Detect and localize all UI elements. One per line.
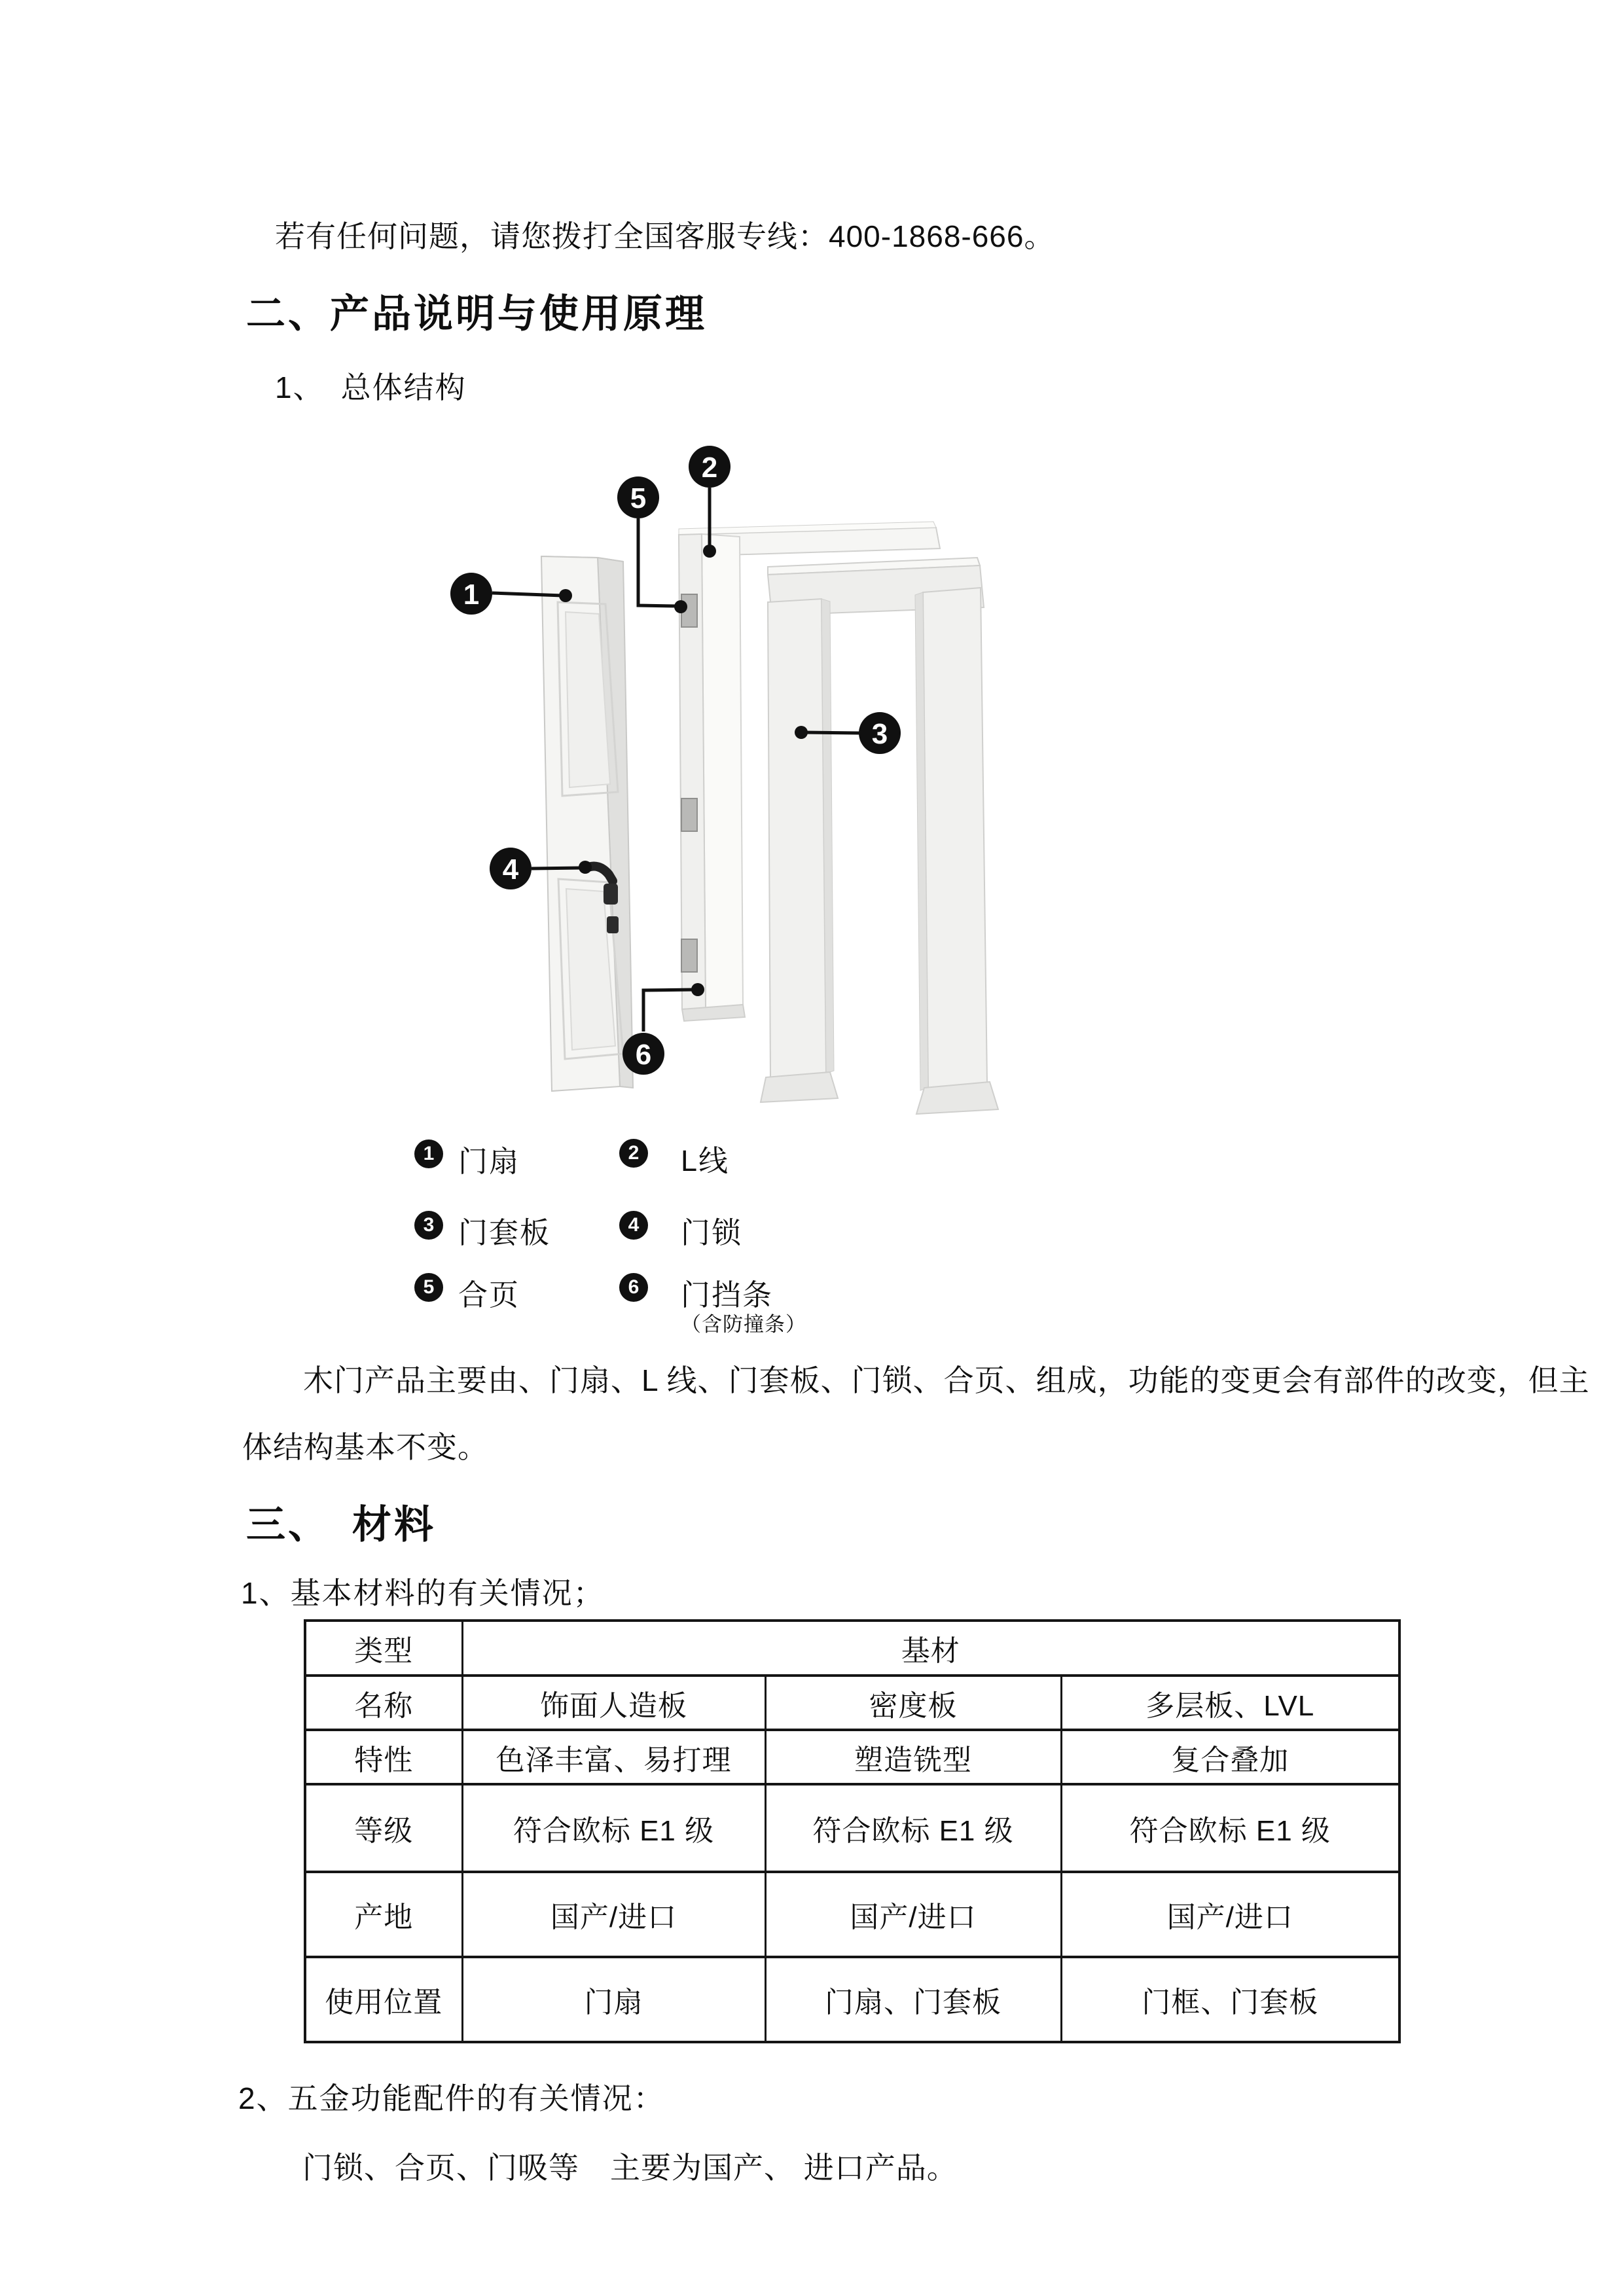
door-structure-diagram: [393, 406, 1309, 1158]
section3-heading: 三、 材料: [246, 1503, 436, 1547]
table-cell: 符合欧标 E1 级: [462, 1784, 765, 1872]
hotline-text: 若有任何问题，请您拨打全国客服专线：400-1868-666。: [275, 219, 1055, 253]
legend-badge-4: 4: [619, 1211, 648, 1240]
section2-item-structure: 1、 总体结构: [275, 370, 467, 404]
materials-table: [304, 1619, 1401, 2043]
table-cell-base-material: 基材: [462, 1621, 1399, 1676]
table-cell: 门扇、门套板: [765, 1957, 1061, 2042]
table-cell-type-label: 类型: [305, 1621, 462, 1676]
structure-paragraph-line2: 体结构基本不变。: [242, 1430, 488, 1464]
legend-label-hinge: 合页: [458, 1278, 520, 1312]
legend-badge-1: 1: [414, 1139, 443, 1168]
table-cell: 饰面人造板: [462, 1676, 765, 1730]
callout-number-1: 1: [463, 579, 480, 611]
callout-number-2: 2: [701, 452, 718, 484]
hinge-bottom: [681, 939, 697, 972]
table-row-name: [305, 1676, 1399, 1730]
legend-label-door-stop: 门挡条: [681, 1278, 774, 1312]
table-cell: 符合欧标 E1 级: [765, 1784, 1061, 1872]
callout-dot-3: [795, 726, 808, 739]
table-cell: 色泽丰富、易打理: [462, 1730, 765, 1784]
table-cell: 多层板、LVL: [1061, 1676, 1399, 1730]
table-cell: 国产/进口: [1061, 1872, 1399, 1957]
legend-label-door-lock: 门锁: [681, 1216, 743, 1249]
section3-item-basic-materials: 1、基本材料的有关情况；: [241, 1576, 605, 1610]
callout-number-5: 5: [630, 482, 647, 514]
legend-label-jamb-panel: 门套板: [458, 1216, 551, 1249]
legend-label-l-line: L线: [681, 1144, 730, 1177]
table-row-origin: [305, 1872, 1399, 1957]
table-row-type: [305, 1621, 1399, 1676]
legend-badge-3: 3: [414, 1211, 443, 1240]
legend-badge-6: 6: [619, 1273, 648, 1302]
callout-dot-5: [674, 600, 687, 613]
table-cell: 等级: [305, 1784, 462, 1872]
table-cell: 国产/进口: [462, 1872, 765, 1957]
callout-dot-1: [559, 589, 572, 602]
table-cell: 国产/进口: [765, 1872, 1061, 1957]
table-row-usage-position: [305, 1957, 1399, 2042]
callout-number-3: 3: [871, 718, 888, 750]
table-cell: 产地: [305, 1872, 462, 1957]
table-cell: 使用位置: [305, 1957, 462, 2042]
legend-note-bumper-strip: （含防撞条）: [681, 1313, 806, 1336]
table-cell: 密度板: [765, 1676, 1061, 1730]
callout-number-6: 6: [635, 1039, 652, 1071]
legend-badge-5: 5: [414, 1273, 443, 1302]
door-frame-illustration: [761, 558, 998, 1114]
table-cell: 塑造铣型: [765, 1730, 1061, 1784]
legend-badge-2: 2: [619, 1139, 648, 1168]
section3-item-hardware: 2、五金功能配件的有关情况：: [238, 2081, 665, 2115]
callout-dot-2: [703, 545, 716, 558]
table-cell: 名称: [305, 1676, 462, 1730]
callout-dot-4: [579, 861, 592, 874]
table-cell: 门扇: [462, 1957, 765, 2042]
callout-number-4: 4: [502, 853, 519, 886]
structure-paragraph-line1: 木门产品主要由、门扇、L 线、门套板、门锁、合页、组成，功能的变更会有部件的改变，但主: [303, 1363, 1590, 1397]
table-cell: 特性: [305, 1730, 462, 1784]
callout-dot-6: [691, 983, 704, 996]
table-cell: 门框、门套板: [1061, 1957, 1399, 2042]
table-cell: 符合欧标 E1 级: [1061, 1784, 1399, 1872]
legend-label-door-leaf: 门扇: [458, 1145, 520, 1178]
section2-heading: 二、产品说明与使用原理: [246, 292, 707, 336]
door-leaf-illustration: [541, 556, 633, 1091]
hinge-middle: [681, 798, 697, 831]
table-cell: 复合叠加: [1061, 1730, 1399, 1784]
table-row-feature: [305, 1730, 1399, 1784]
table-row-grade: [305, 1784, 1399, 1872]
hardware-note: 门锁、合页、门吸等 主要为国产、 进口产品。: [302, 2151, 958, 2185]
